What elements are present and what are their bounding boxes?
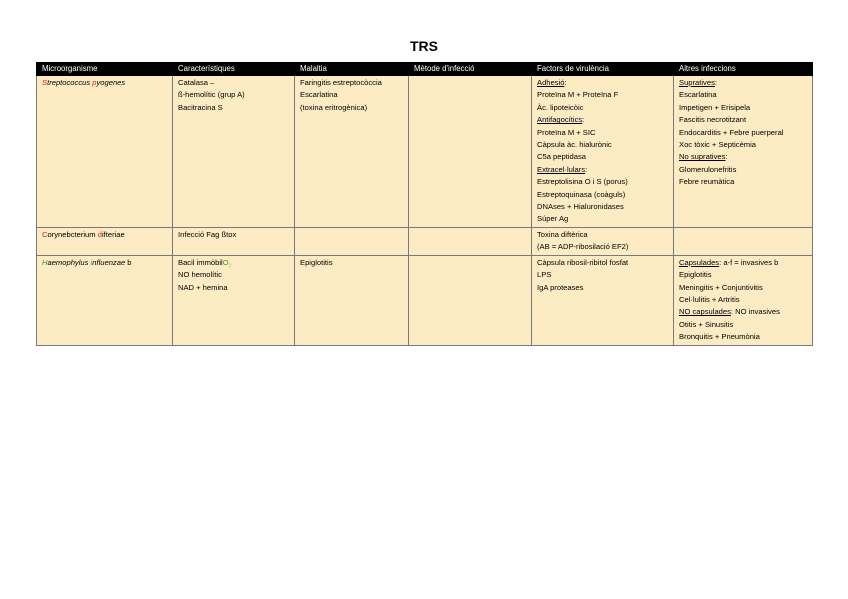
organism-initial: H (42, 257, 48, 267)
cell-altres (674, 76, 813, 228)
heading-extracellulars: Extracel·lulars (537, 164, 586, 174)
caract-text: Bacil immòbil (178, 257, 223, 267)
organism-initial: S (42, 78, 48, 87)
organism-initial: C (42, 229, 48, 239)
cell-caracteristiques (173, 227, 295, 255)
heading-no-supratives: No supratives (679, 152, 726, 162)
list-item: Càpsula àc. hialurònic (537, 140, 612, 150)
organism-genus-rest: orynebcterium (47, 229, 98, 239)
list-item: LPS (537, 270, 552, 280)
organism-name (42, 229, 167, 241)
cell-factors (532, 255, 674, 345)
list-item: Bronquitis + Pneumònia (679, 332, 760, 342)
factor-heading: Adhesió: (537, 78, 567, 87)
col-header-malaltia: Malaltia (295, 63, 409, 76)
oxygen-subscript: 2 (228, 263, 232, 270)
cell-organism (37, 227, 173, 255)
factor-heading: Antifagocítics: (537, 115, 585, 125)
oxygen-symbol: O (222, 257, 229, 267)
list-item: Xoc tòxic + Septicèmia (679, 140, 757, 150)
list-item: Àc. lipoteicòic (537, 102, 584, 112)
organism-genus-rest: aemophylus (47, 257, 91, 267)
list-item: Càpsula ribosil-ribitol fosfat (537, 257, 629, 267)
cell-caracteristiques (173, 76, 295, 228)
col-header-microorganisme: Microorganisme (37, 63, 173, 76)
organism-initial-2: p (92, 78, 97, 87)
list-item: Epiglotitis (679, 270, 712, 280)
organism-name (42, 257, 167, 269)
list-item: Bacitracina S (178, 102, 223, 112)
infection-heading: No supratives: (679, 152, 728, 162)
cell-malaltia (295, 76, 409, 228)
col-header-metode: Mètode d'infecció (409, 63, 532, 76)
list-item: Catalasa – (178, 78, 215, 87)
list-item: NO hemolític (178, 270, 222, 280)
organism-initial-2: i (90, 257, 93, 267)
cell-caracteristiques (173, 255, 295, 345)
list-item: Impetigen + Erisipela (679, 102, 751, 112)
list-item: Escarlatina (679, 90, 717, 100)
cell-metode (409, 76, 532, 228)
organism-serotype: b (125, 257, 132, 267)
cell-metode (409, 227, 532, 255)
organism-name (42, 77, 167, 89)
page-title: TRS (410, 38, 438, 54)
list-item: IgA proteases (537, 282, 584, 292)
cell-malaltia (295, 227, 409, 255)
cell-altres (674, 255, 813, 345)
list-item: Glomerulonefritis (679, 164, 737, 174)
no-capsulades-detail: : NO invasives (730, 307, 780, 317)
list-item: Cel·lulitis + Artritis (679, 294, 740, 304)
list-item: Meningitis + Conjuntivitis (679, 282, 763, 292)
table-row (37, 76, 813, 228)
list-item: Infecció Fag ßtox (178, 229, 237, 239)
col-header-caracteristiques: Característiques (173, 63, 295, 76)
list-item: Proteïna M + SIC (537, 127, 596, 137)
list-item: Otitis + Sinusitis (679, 319, 734, 329)
cell-factors (532, 76, 674, 228)
cell-altres (674, 227, 813, 255)
col-header-factors: Factors de virulència (532, 63, 674, 76)
list-item: Fascitis necrotitzant (679, 115, 747, 125)
list-item: Faringitis estreptocòccia (300, 78, 382, 87)
heading-no-capsulades: NO capsulades (679, 307, 731, 317)
infection-heading: Supratives: (679, 78, 718, 87)
infection-heading (679, 257, 807, 269)
list-item: Escarlatina (300, 90, 338, 100)
col-header-altres: Altres infeccions (674, 63, 813, 76)
cell-metode (409, 255, 532, 345)
list-item: DNAses + Hialuronidases (537, 202, 624, 212)
trs-table (36, 62, 813, 346)
cell-organism (37, 76, 173, 228)
list-item: ß-hemolític (grup A) (178, 90, 245, 100)
list-item: Endocarditis + Febre puerperal (679, 127, 784, 137)
heading-supratives: Supratives (679, 78, 715, 87)
list-item: C5a peptidasa (537, 152, 586, 162)
list-item: Proteïna M + Proteïna F (537, 90, 619, 100)
organism-species-rest: ifteriae (101, 229, 125, 239)
heading-adhesio: Adhesió (537, 78, 565, 87)
table-header-row (37, 63, 813, 76)
table-row (37, 255, 813, 345)
organism-genus-rest: treptococcus (47, 78, 93, 87)
list-item: Estreptoquinasa (coàguls) (537, 189, 626, 199)
heading-antifagocitics: Antifagocítics (537, 115, 583, 125)
cell-factors (532, 227, 674, 255)
list-item: Súper Ag (537, 214, 569, 224)
list-item: Estreptolisina O i S (porus) (537, 177, 628, 187)
list-item: Epiglotitis (300, 257, 333, 267)
organism-species-rest: yogenes (96, 78, 126, 87)
list-item: (toxina eritrogènica) (300, 102, 368, 112)
capsulades-detail: : a-f = invasives b (719, 257, 779, 267)
infection-heading (679, 306, 807, 318)
heading-capsulades: Capsulades (679, 257, 720, 267)
organism-species-rest: nfluenzae (92, 257, 126, 267)
list-item: NAD + hemina (178, 282, 228, 292)
list-item: Febre reumàtica (679, 177, 735, 187)
list-item: (AB = ADP-ribosilació EF2) (537, 242, 629, 252)
list-item: Toxina diftèrica (537, 229, 588, 239)
cell-organism (37, 255, 173, 345)
list-item (178, 257, 289, 269)
organism-initial-2: d (97, 229, 102, 239)
factor-heading: Extracel·lulars: (537, 164, 588, 174)
table-row (37, 227, 813, 255)
cell-malaltia (295, 255, 409, 345)
